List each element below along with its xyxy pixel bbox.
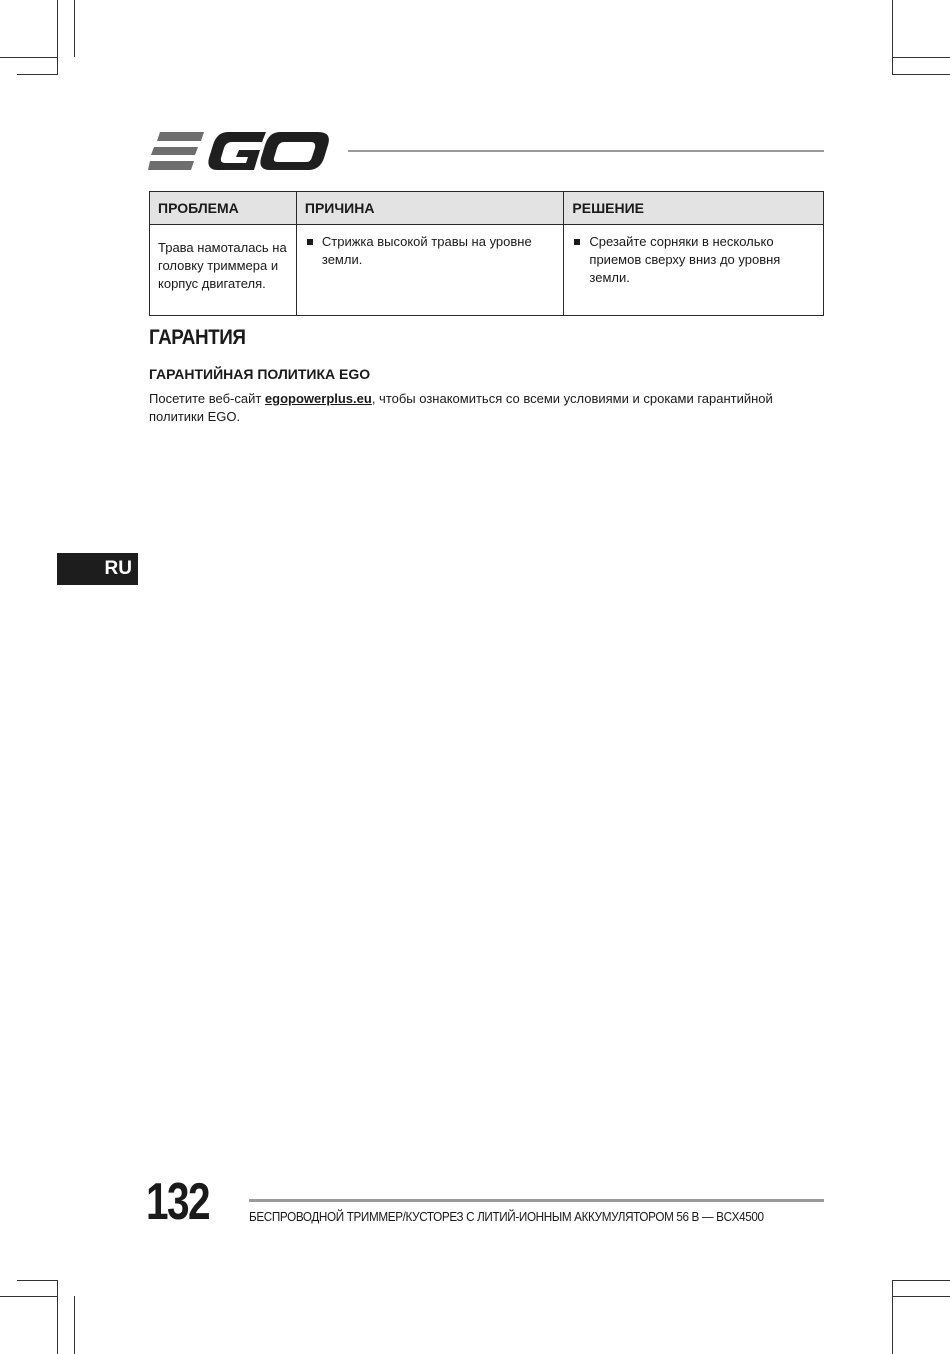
section-title-warranty: ГАРАНТИЯ bbox=[149, 326, 246, 349]
crop-mark bbox=[892, 74, 950, 75]
column-header-cause: ПРИЧИНА bbox=[296, 192, 564, 225]
warranty-text-after: , чтобы ознакомиться со всеми условиями и сроками гарантийной политики EGO. bbox=[149, 391, 773, 424]
troubleshooting-table bbox=[149, 191, 824, 316]
bullet-square-icon bbox=[574, 239, 580, 245]
table-row bbox=[150, 225, 824, 316]
problem-cell: Трава намоталась на головку триммера и корпус двигателя. bbox=[150, 225, 297, 316]
footer-title: БЕСПРОВОДНОЙ ТРИММЕР/КУСТОРЕЗ С ЛИТИЙ-ИОННЫМ АККУМУЛЯТОРОМ 56 В — BCX4500 bbox=[249, 1209, 764, 1224]
table-header-row bbox=[150, 192, 824, 225]
crop-mark bbox=[0, 57, 58, 58]
subsection-title-warranty-policy: ГАРАНТИЙНАЯ ПОЛИТИКА EGO bbox=[149, 366, 371, 382]
footer-rule bbox=[249, 1199, 824, 1202]
column-header-solution: РЕШЕНИЕ bbox=[564, 192, 824, 225]
crop-mark bbox=[57, 0, 58, 74]
page-number: 132 bbox=[146, 1173, 209, 1231]
bullet-item bbox=[572, 233, 815, 287]
crop-mark bbox=[892, 57, 950, 58]
solution-cell bbox=[564, 225, 824, 316]
warranty-text-before: Посетите веб-сайт bbox=[149, 391, 265, 406]
crop-mark bbox=[17, 1280, 58, 1281]
warranty-paragraph bbox=[149, 390, 821, 426]
crop-mark bbox=[892, 1280, 950, 1281]
cause-cell bbox=[296, 225, 564, 316]
solution-text: Срезайте сорняки в несколько приемов сверху вниз до уровня земли. bbox=[589, 234, 781, 285]
crop-mark bbox=[892, 1280, 893, 1354]
column-header-problem: ПРОБЛЕМА bbox=[150, 192, 297, 225]
crop-mark bbox=[892, 0, 893, 74]
crop-mark bbox=[57, 1280, 58, 1354]
crop-mark bbox=[17, 74, 58, 75]
cause-text: Стрижка высокой травы на уровне земли. bbox=[321, 234, 532, 267]
warranty-website-link[interactable]: egopowerplus.eu bbox=[264, 391, 372, 406]
language-tab: RU bbox=[57, 553, 138, 585]
crop-mark bbox=[74, 0, 75, 57]
ego-logo bbox=[148, 128, 332, 174]
crop-mark bbox=[0, 1296, 58, 1297]
bullet-item bbox=[305, 233, 556, 269]
bullet-square-icon bbox=[307, 239, 313, 245]
header-rule bbox=[348, 150, 824, 152]
crop-mark bbox=[74, 1296, 75, 1354]
crop-mark bbox=[892, 1296, 950, 1297]
